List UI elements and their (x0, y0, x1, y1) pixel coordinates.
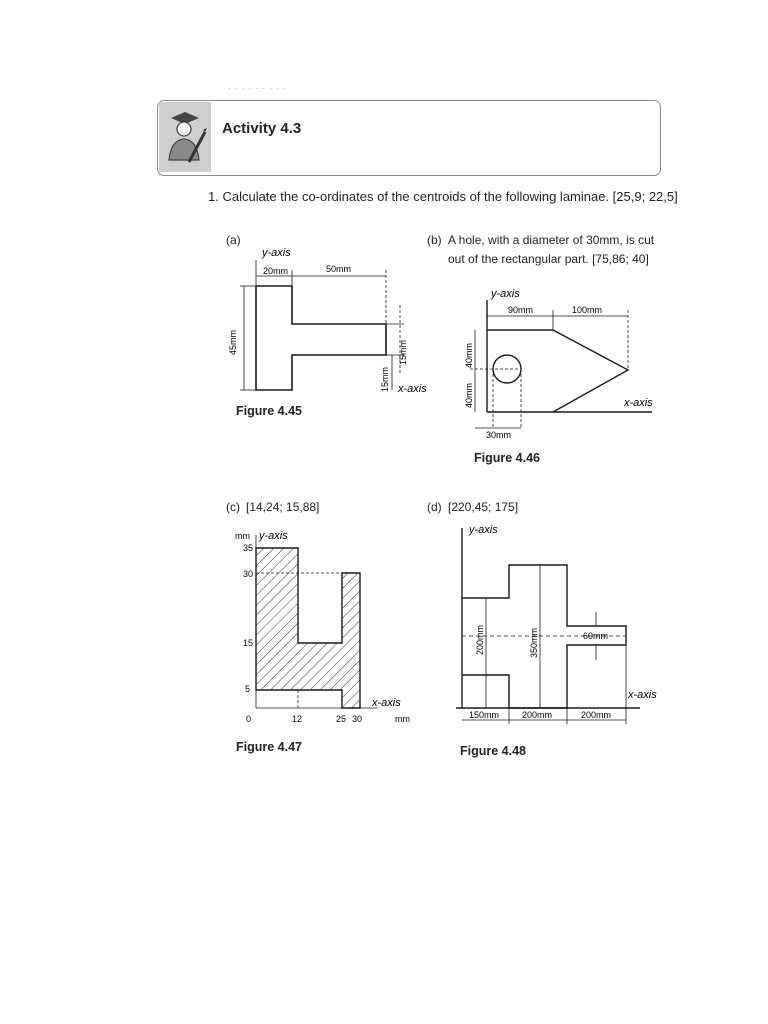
fig-b-dim-90mm: 90mm (508, 305, 534, 315)
figure-d-answer: [220,45; 175] (448, 500, 519, 514)
fig-c-tick-15: 15 (243, 638, 254, 648)
fig-a-x-axis-label: x-axis (398, 383, 427, 395)
fig-b-dim-40mm-upper: 40mm (464, 342, 474, 368)
hole-circle (493, 355, 521, 383)
fig-a-dim-50mm: 50mm (326, 264, 352, 274)
figure-c-answer: [14,24; 15,88] (246, 500, 320, 514)
figure-c-caption: Figure 4.47 (236, 740, 302, 754)
activity-box (157, 100, 661, 176)
fig-b-dim-40mm-lower: 40mm (464, 382, 474, 408)
fig-a-dim-15mm-bottom: 15mm (380, 366, 390, 392)
pentagon-outline (487, 330, 628, 412)
fig-d-dim-200mm-left: 200mm (475, 624, 485, 655)
fig-d-x-axis-label: x-axis (628, 689, 657, 701)
fig-a-dim-20mm: 20mm (263, 266, 289, 276)
fig-d-dim-150mm: 150mm (469, 710, 500, 720)
fig-c-y-axis-label: y-axis (259, 530, 288, 542)
fig-c-x-axis-label: x-axis (372, 697, 401, 709)
fig-c-tick-30x: 30 (352, 714, 363, 724)
fig-c-unit-x: mm (395, 714, 410, 724)
fig-b-dim-30mm: 30mm (486, 430, 512, 440)
fig-c-unit-y: mm (235, 531, 250, 541)
fig-c-tick-0: 0 (246, 714, 252, 724)
fig-c-tick-12: 12 (292, 714, 303, 724)
fig-a-dim-15mm-arm: 15mm (398, 339, 408, 365)
fig-a-y-axis-label: y-axis (262, 247, 291, 259)
fig-d-dim-60mm: 60mm (583, 631, 609, 641)
figure-a-caption: Figure 4.45 (236, 404, 302, 418)
figure-a-label: (a) (226, 233, 241, 247)
student-icon (159, 102, 211, 172)
fig-b-dim-100mm: 100mm (572, 305, 603, 315)
fig-c-tick-5: 5 (245, 684, 251, 694)
fig-c-tick-25: 25 (336, 714, 347, 724)
fig-d-dim-200mm-a: 200mm (522, 710, 553, 720)
fig-d-dim-350mm: 350mm (529, 627, 539, 658)
fig-c-tick-30: 30 (243, 569, 254, 579)
scanned-running-header: · · · · · · · · · (228, 84, 287, 93)
cross-shape-outline (462, 565, 626, 708)
figure-b-caption: Figure 4.46 (474, 451, 540, 465)
activity-title: Activity 4.3 (222, 120, 302, 137)
question-text: 1. Calculate the co-ordinates of the centroids of the following laminae. [25,9; 22,5] (208, 189, 678, 204)
t-shape-outline (256, 286, 386, 390)
fig-c-tick-35: 35 (243, 543, 254, 553)
figure-b-note-line1: A hole, with a diameter of 30mm, is cut (448, 233, 655, 247)
figure-b-label: (b) (427, 233, 442, 247)
figure-d-caption: Figure 4.48 (460, 744, 526, 758)
fig-d-dim-200mm-b: 200mm (581, 710, 612, 720)
figure-b-note-line2: out of the rectangular part. [75,86; 40] (448, 252, 649, 266)
fig-b-x-axis-label: x-axis (624, 397, 653, 409)
fig-b-y-axis-label: y-axis (491, 288, 520, 300)
fig-a-dim-45mm: 45mm (228, 329, 238, 355)
figure-d-label: (d) (427, 500, 442, 514)
lamina-shape (256, 548, 360, 708)
fig-d-y-axis-label: y-axis (469, 524, 498, 536)
figure-c-label: (c) (226, 500, 240, 514)
